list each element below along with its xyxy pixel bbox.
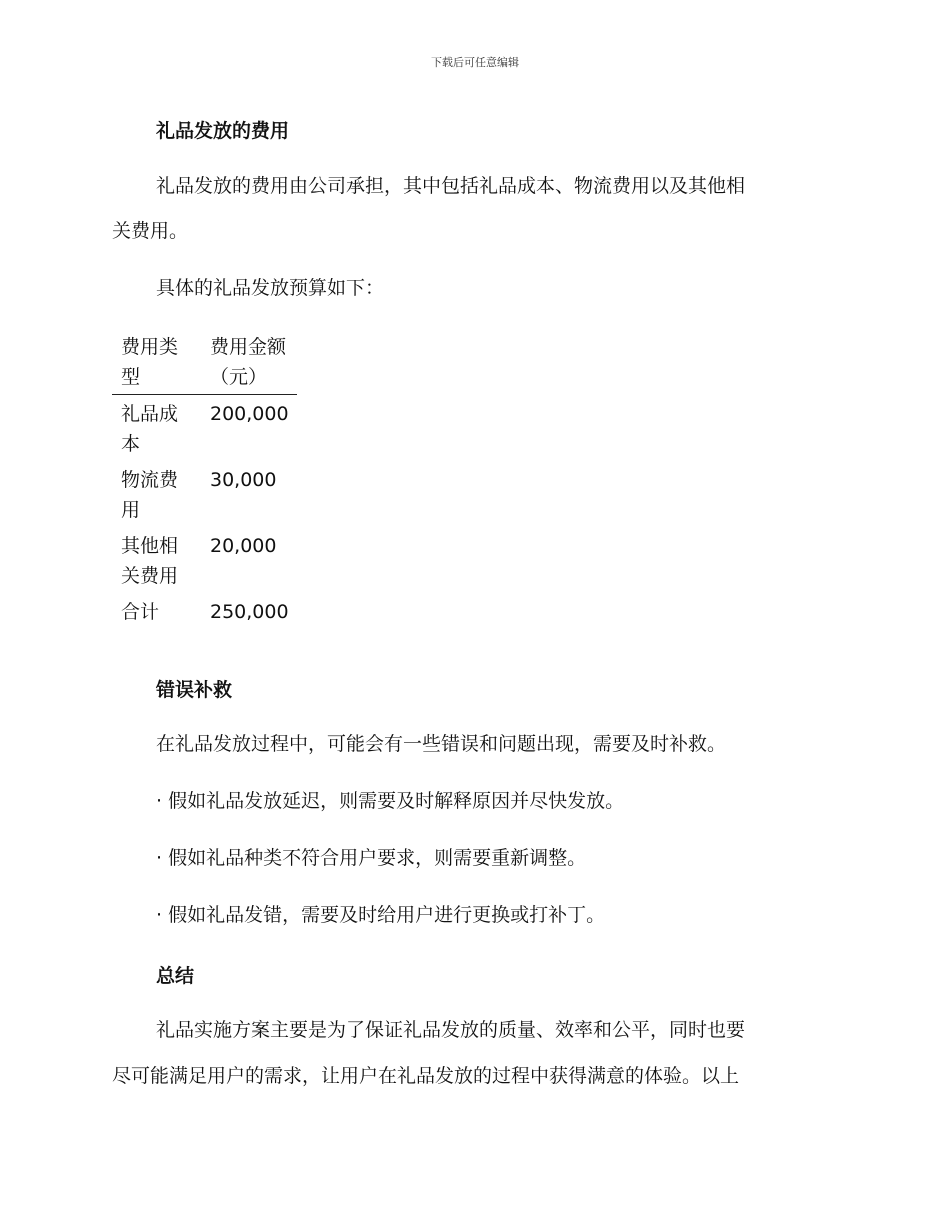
section-heading-summary: 总结	[156, 965, 195, 987]
table-row	[112, 395, 297, 462]
page-header: 下载后可任意编辑	[431, 56, 519, 69]
header-cost-type: 费用类型	[121, 336, 179, 388]
section-heading-error-remedy: 错误补救	[156, 679, 233, 701]
table-header-row	[112, 332, 297, 395]
header-cost-amount: 费用金额（元）	[210, 336, 287, 388]
cell-amount: 20,000	[210, 535, 277, 557]
cell-amount: 30,000	[210, 469, 277, 491]
table-row	[112, 461, 297, 527]
cell-type: 其他相关费用	[121, 535, 179, 587]
list-item: · 假如礼品种类不符合用户要求，则需要重新调整。	[156, 847, 587, 869]
section-heading-fees: 礼品发放的费用	[156, 120, 290, 142]
error-remedy-intro: 在礼品发放过程中，可能会有一些错误和问题出现，需要及时补救。	[156, 733, 727, 755]
fees-paragraph-line1: 礼品发放的费用由公司承担，其中包括礼品成本、物流费用以及其他相	[156, 175, 746, 197]
budget-table	[112, 332, 297, 629]
list-item: · 假如礼品发放延迟，则需要及时解释原因并尽快发放。	[156, 790, 625, 812]
table-row-total	[112, 593, 297, 629]
summary-paragraph-line2: 尽可能满足用户的需求，让用户在礼品发放的过程中获得满意的体验。以上	[112, 1065, 740, 1087]
fees-paragraph-line2: 关费用。	[112, 220, 189, 242]
cell-type: 合计	[121, 601, 160, 623]
summary-paragraph-line1: 礼品实施方案主要是为了保证礼品发放的质量、效率和公平，同时也要	[156, 1019, 746, 1041]
cell-amount: 200,000	[210, 403, 289, 425]
list-item: · 假如礼品发错，需要及时给用户进行更换或打补丁。	[156, 904, 606, 926]
cell-type: 礼品成本	[121, 403, 179, 455]
cell-amount: 250,000	[210, 601, 289, 623]
budget-intro: 具体的礼品发放预算如下：	[156, 277, 385, 299]
cell-type: 物流费用	[121, 469, 179, 521]
table-row	[112, 527, 297, 593]
